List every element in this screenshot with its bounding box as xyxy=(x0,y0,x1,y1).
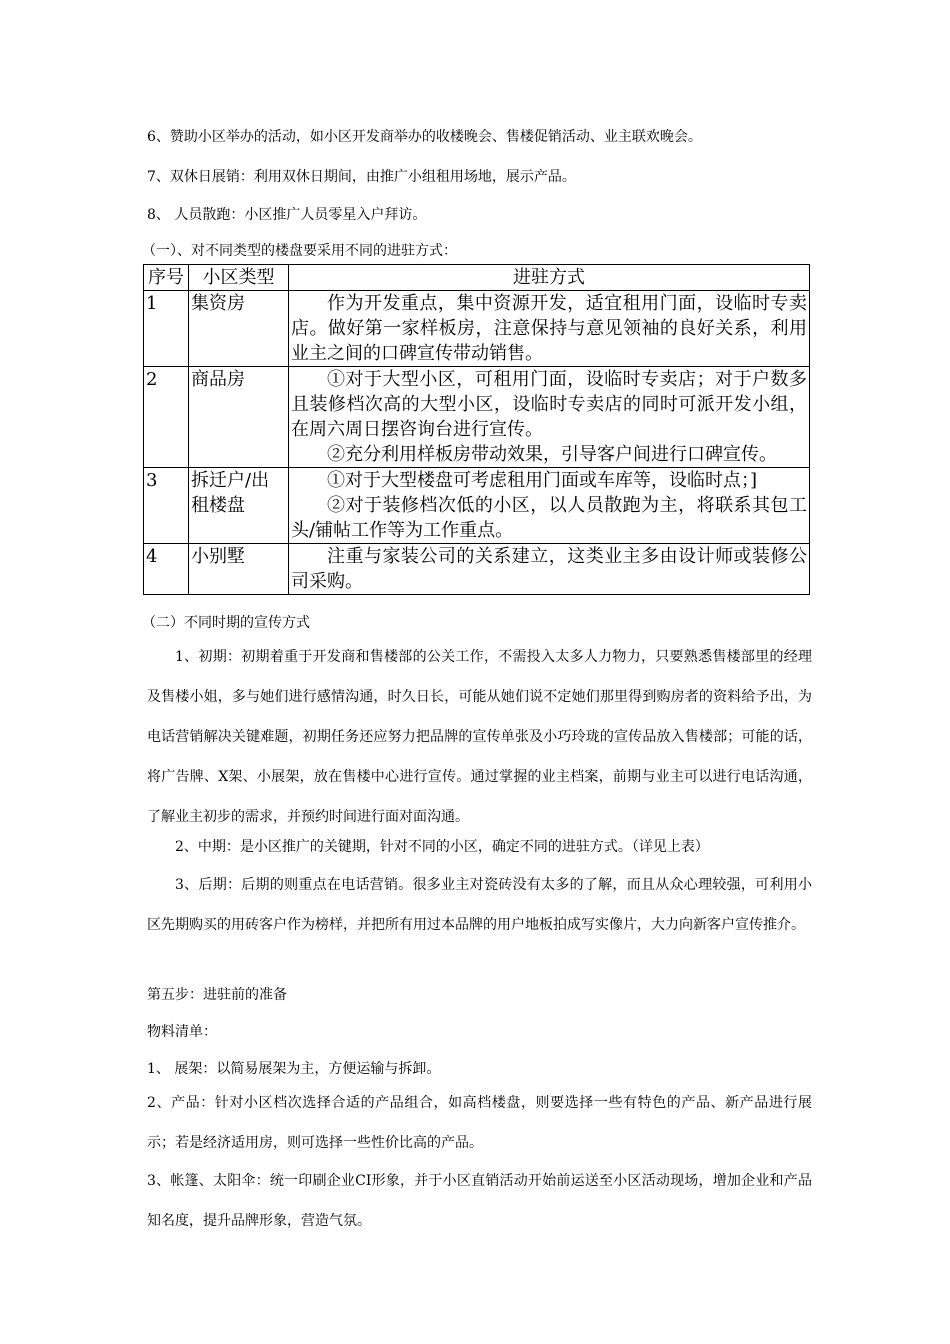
entry-method-table xyxy=(143,264,810,595)
row-type: 集资房 xyxy=(189,291,289,367)
header-type: 小区类型 xyxy=(189,265,289,291)
row-type: 拆迁户/出租楼盘 xyxy=(189,468,289,544)
material-item-1: 1、 展架：以简易展架为主，方便运输与拆卸。 xyxy=(147,1061,441,1077)
table-row xyxy=(144,291,810,367)
table-header-row xyxy=(144,265,810,291)
header-method: 进驻方式 xyxy=(289,265,810,291)
early-phase-paragraph: 1、初期：初期着重于开发商和售楼部的公关工作，不需投入太多人力物力，只要熟悉售楼部里的经理及售楼小姐，多与她们进行感情沟通，时久日长，可能从她们说不定她们那里得到购房者的资料给予出，为电话营销解决关键难题，初期任务还应努力把品牌的宣传单张及小巧玲珑的宣传品放入售楼部；可能的话，将广告牌、X架、小展架，放在售楼中心进行宣传。通过掌握的业主档案，前期与业主可以进行电话沟通，了解业主初步的需求，并预约时间进行面对面沟通。 xyxy=(147,649,812,825)
step5-heading: 第五步：进驻前的准备 xyxy=(147,987,287,1003)
method-text: 注重与家装公司的关系建立，这类业主多由设计师或装修公司采购。 xyxy=(291,546,807,592)
method-text: ①对于大型楼盘可考虑租用门面或车库等，设临时点；] xyxy=(327,470,758,491)
row-no: 2 xyxy=(144,367,189,468)
line-6: 6、赞助小区举办的活动，如小区开发商举办的收楼晚会、售楼促销活动、业主联欢晚会。 xyxy=(147,129,702,145)
method-text: ①对于大型小区，可租用门面，设临时专卖店；对于户数多且装修档次高的大型小区，设临时专卖店的同时可派开发小组，在周六周日摆咨询台进行宣传。 xyxy=(291,369,807,440)
table-row xyxy=(144,544,810,595)
method-text: 作为开发重点，集中资源开发，适宜租用门面，设临时专卖店。做好第一家样板房，注意保持与意见领袖的良好关系，利用业主之间的口碑宣传带动销售。 xyxy=(291,293,807,364)
method-text: ②充分利用样板房带动效果，引导客户间进行口碑宣传。 xyxy=(327,444,777,465)
row-no: 4 xyxy=(144,544,189,595)
row-type: 小别墅 xyxy=(189,544,289,595)
table-row xyxy=(144,468,810,544)
row-type: 商品房 xyxy=(189,367,289,468)
middle-phase-paragraph: 2、中期：是小区推广的关键期，针对不同的小区，确定不同的进驻方式。（详见上表） xyxy=(175,839,709,855)
material-item-2: 2、产品：针对小区档次选择合适的产品组合，如高档楼盘，则要选择一些有特色的产品、新产品进行展示；若是经济适用房，则可选择一些性价比高的产品。 xyxy=(147,1095,812,1151)
line-7: 7、双休日展销：利用双休日期间，由推广小组租用场地，展示产品。 xyxy=(147,169,576,185)
material-item-3: 3、帐篷、太阳伞：统一印刷企业CI形象，并于小区直销活动开始前运送至小区活动现场，增加企业和产品知名度，提升品牌形象，营造气氛。 xyxy=(147,1173,812,1229)
row-method xyxy=(289,291,810,367)
row-no: 1 xyxy=(144,291,189,367)
line-8: 8、 人员散跑：小区推广人员零星入户拜访。 xyxy=(147,207,427,223)
table-caption: （一）、对不同类型的楼盘要采用不同的进驻方式： xyxy=(142,243,457,259)
method-text: ②对于装修档次低的小区，以人员散跑为主，将联系其包工头/铺帖工作等为工作重点。 xyxy=(291,495,807,541)
row-no: 3 xyxy=(144,468,189,544)
row-method xyxy=(289,468,810,544)
section-2-title: （二）不同时期的宣传方式 xyxy=(142,615,310,631)
row-method xyxy=(289,544,810,595)
late-phase-paragraph: 3、后期：后期的则重点在电话营销。很多业主对瓷砖没有太多的了解，而且从众心理较强，可利用小区先期购买的用砖客户作为榜样，并把所有用过本品牌的用户地板拍成写实像片，大力向新客户宣传推介。 xyxy=(147,877,812,933)
table-row xyxy=(144,367,810,468)
header-no: 序号 xyxy=(144,265,189,291)
row-method xyxy=(289,367,810,468)
materials-title: 物料清单： xyxy=(147,1024,217,1040)
